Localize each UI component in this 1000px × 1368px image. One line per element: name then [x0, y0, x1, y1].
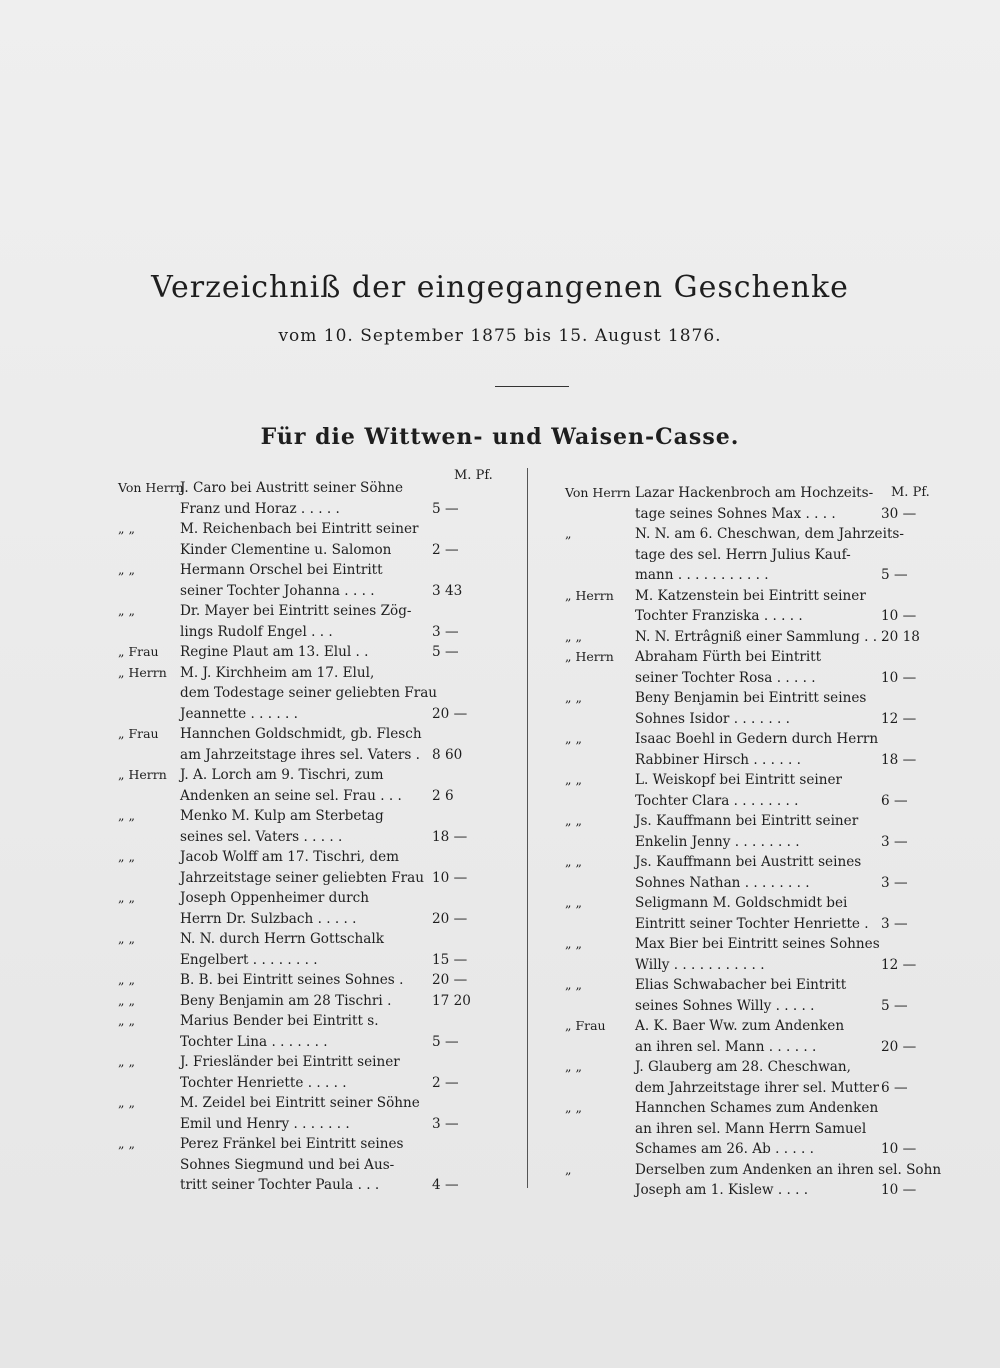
entry-line — [118, 683, 486, 704]
donation-entry — [118, 847, 486, 888]
donation-entry — [565, 729, 937, 770]
entry-line — [565, 1139, 937, 1160]
entry-prefix: „ „ — [118, 1095, 135, 1110]
entry-line — [565, 791, 937, 812]
entry-text: Regine Plaut am 13. Elul . . — [180, 644, 369, 660]
entry-text: Js. Kauffmann bei Austritt seines — [635, 854, 862, 870]
entry-text: Hannchen Goldschmidt, gb. Flesch — [180, 726, 422, 742]
entry-prefix: „ „ — [118, 1054, 135, 1069]
entry-amount: 3 — — [881, 874, 908, 891]
entry-line — [118, 704, 486, 725]
donation-entry — [118, 806, 486, 847]
entry-line — [118, 622, 486, 643]
entry-line — [118, 868, 486, 889]
entry-amount: 15 — — [432, 951, 468, 968]
entry-line — [118, 970, 486, 991]
donation-entry — [565, 893, 937, 934]
entry-line — [565, 1098, 937, 1119]
entry-text: Willy . . . . . . . . . . . — [635, 956, 765, 973]
donation-entry — [565, 1057, 937, 1098]
donation-entry — [118, 478, 486, 519]
entry-line — [118, 1052, 486, 1073]
entry-text: N. N. am 6. Cheschwan, dem Jahrzeits- — [635, 526, 904, 542]
entry-text: Js. Kauffmann bei Eintritt seiner — [635, 813, 859, 829]
donation-entry — [118, 1093, 486, 1134]
entry-text: N. N. Ertrâgniß einer Sammlung . . . — [635, 628, 886, 645]
entry-line — [118, 663, 486, 684]
entry-line — [118, 478, 486, 499]
donation-entry — [118, 1134, 486, 1196]
entry-line — [118, 519, 486, 540]
entry-line — [118, 1114, 486, 1135]
entry-amount: 5 — — [881, 997, 908, 1014]
entry-prefix: „ „ — [565, 895, 582, 910]
entry-line — [565, 1160, 942, 1181]
entry-prefix: „ „ — [565, 813, 582, 828]
donation-entry — [118, 765, 486, 806]
entry-text: Lazar Hackenbroch am Hochzeits- — [635, 485, 874, 501]
entry-prefix: „ „ — [118, 1136, 135, 1151]
entry-text: Joseph am 1. Kislew . . . . — [635, 1182, 809, 1198]
entry-text: M. J. Kirchheim am 17. Elul, — [180, 664, 375, 681]
entry-prefix: „ — [565, 1161, 572, 1177]
entry-text: lings Rudolf Engel . . . — [180, 623, 333, 640]
donation-entry — [565, 1160, 942, 1201]
entry-prefix: „ „ — [118, 931, 135, 946]
donation-entry — [118, 1011, 486, 1052]
entry-line — [565, 483, 937, 504]
entry-line — [118, 1073, 486, 1094]
entry-line — [118, 1175, 486, 1196]
donation-entry — [118, 601, 486, 642]
entry-line — [565, 688, 937, 709]
entry-text: Dr. Mayer bei Eintritt seines Zög- — [180, 603, 412, 619]
entry-text: tage seines Sohnes Max . . . . — [635, 505, 836, 522]
entry-text: Kinder Clementine u. Salomon — [180, 541, 392, 558]
entry-text: an ihren sel. Mann Herrn Samuel — [635, 1120, 867, 1137]
entry-text: B. B. bei Eintritt seines Sohnes . — [180, 972, 404, 988]
entry-line — [565, 586, 937, 607]
entry-amount: 17 20 — [432, 992, 471, 1009]
entry-text: dem Todestage seiner geliebten Frau — [180, 685, 438, 701]
entry-amount: 10 — — [432, 869, 468, 886]
entry-text: N. N. durch Herrn Gottschalk — [180, 931, 384, 947]
left-column-header: M. Pf. — [454, 468, 493, 483]
entry-text: Menko M. Kulp am Sterbetag — [180, 808, 384, 824]
entry-line — [118, 929, 486, 950]
entry-line — [118, 724, 486, 745]
entry-text: seines Sohnes Willy . . . . . — [635, 997, 815, 1014]
donation-entry — [565, 934, 937, 975]
entry-line — [118, 745, 486, 766]
donation-entry — [118, 1052, 486, 1093]
entry-text: an ihren sel. Mann . . . . . . — [635, 1038, 817, 1055]
entry-line — [118, 499, 486, 520]
entry-prefix: „ „ — [118, 890, 135, 905]
entry-amount: 3 — — [432, 1115, 459, 1132]
entry-amount: 18 — — [432, 828, 468, 845]
entry-prefix: „ „ — [565, 690, 582, 705]
entry-line — [118, 888, 486, 909]
entry-amount: 20 — — [881, 1038, 917, 1055]
entry-text: Jacob Wolff am 17. Tischri, dem — [180, 849, 400, 865]
entry-line — [565, 606, 937, 627]
entry-amount: 20 — — [432, 910, 468, 927]
donation-entry — [118, 519, 486, 560]
entry-amount: 5 — — [881, 567, 908, 583]
entry-line — [565, 668, 937, 689]
entry-text: tage des sel. Herrn Julius Kauf- — [635, 546, 851, 563]
entry-amount: 3 — — [881, 915, 908, 932]
donation-entry — [565, 688, 937, 729]
entry-prefix: „ Frau — [118, 726, 159, 741]
entry-line — [565, 729, 937, 750]
donation-entry — [565, 811, 937, 852]
entry-prefix: „ „ — [565, 1059, 582, 1074]
entry-line — [565, 832, 937, 853]
entry-text: Hannchen Schames zum Andenken — [635, 1100, 879, 1116]
entry-text: M. Katzenstein bei Eintritt seiner — [635, 587, 866, 604]
entry-prefix: „ „ — [565, 772, 582, 787]
entry-prefix: „ Herrn — [118, 767, 167, 782]
entry-line — [118, 1155, 486, 1176]
entry-amount: 10 — — [881, 608, 917, 624]
entry-text: Andenken an seine sel. Frau . . . — [180, 787, 402, 804]
entry-prefix: Von Herrn — [565, 485, 631, 500]
entry-line — [565, 914, 937, 935]
entry-line — [565, 750, 937, 771]
left-column — [118, 468, 498, 1196]
entry-line — [565, 1119, 937, 1140]
entry-text: mann . . . . . . . . . . . — [635, 567, 769, 583]
donation-entry — [118, 724, 486, 765]
entry-line — [118, 950, 486, 971]
entry-text: J. Glauberg am 28. Cheschwan, — [635, 1059, 851, 1075]
entry-prefix: „ „ — [118, 849, 135, 864]
entry-text: Isaac Boehl in Gedern durch Herrn — [635, 731, 879, 747]
entry-line — [565, 893, 937, 914]
entry-line — [565, 852, 937, 873]
entry-amount: 18 — — [881, 751, 917, 768]
entry-prefix: „ „ — [565, 977, 582, 992]
entry-text: J. Friesländer bei Eintritt seiner — [180, 1054, 400, 1070]
entry-prefix: „ „ — [565, 936, 582, 951]
donation-entry — [565, 852, 937, 893]
entry-amount: 4 — — [432, 1177, 459, 1193]
right-column-header: M. Pf. — [891, 485, 930, 500]
entry-amount: 30 — — [881, 505, 917, 522]
entry-line — [565, 770, 937, 791]
entry-text: Schames am 26. Ab . . . . . — [635, 1141, 815, 1157]
entry-prefix: „ Herrn — [565, 587, 614, 603]
entry-prefix: „ Herrn — [565, 649, 614, 664]
entry-amount: 6 — — [881, 792, 908, 809]
entry-amount: 10 — — [881, 1182, 917, 1198]
entry-text: Abraham Fürth bei Eintritt — [635, 649, 822, 665]
entry-prefix: „ „ — [118, 972, 135, 987]
entry-line — [565, 504, 937, 525]
entry-prefix: „ Frau — [565, 1018, 606, 1033]
entry-text: Perez Fränkel bei Eintritt seines — [180, 1136, 404, 1152]
entry-prefix: „ „ — [565, 854, 582, 869]
entry-text: Sohnes Siegmund und bei Aus- — [180, 1156, 395, 1173]
entry-amount: 10 — — [881, 1141, 917, 1157]
entry-text: Engelbert . . . . . . . . — [180, 951, 318, 968]
entry-text: Max Bier bei Eintritt seines Sohnes — [635, 936, 880, 952]
entry-prefix: „ „ — [565, 1100, 582, 1115]
entry-text: Beny Benjamin bei Eintritt seines — [635, 690, 867, 706]
entry-text: Eintritt seiner Tochter Henriette . — [635, 915, 869, 932]
entry-prefix: „ „ — [118, 562, 135, 577]
entry-text: Tochter Lina . . . . . . . — [180, 1033, 328, 1050]
entry-line — [118, 642, 486, 663]
entry-line — [118, 1093, 486, 1114]
entry-text: dem Jahrzeitstage ihrer sel. Mutter — [635, 1079, 880, 1096]
entry-line — [565, 627, 937, 648]
entry-text: seines sel. Vaters . . . . . — [180, 828, 343, 845]
entry-line — [565, 545, 937, 566]
entry-line — [565, 811, 937, 832]
donation-entry — [118, 991, 486, 1012]
entry-text: L. Weiskopf bei Eintritt seiner — [635, 772, 843, 788]
entry-line — [565, 975, 937, 996]
entry-line — [118, 847, 486, 868]
entry-line — [118, 1032, 486, 1053]
donation-entry — [118, 663, 486, 725]
entry-prefix: „ „ — [565, 731, 582, 746]
entry-line — [118, 765, 486, 786]
donation-entry — [565, 647, 937, 688]
entry-text: A. K. Baer Ww. zum Andenken — [635, 1018, 845, 1034]
donation-entry — [565, 975, 937, 1016]
entry-amount: 5 — — [432, 644, 459, 660]
donation-entry — [118, 929, 486, 970]
entry-amount: 2 — — [432, 1074, 459, 1091]
entry-text: Tochter Clara . . . . . . . . — [635, 792, 799, 809]
donation-entry — [565, 586, 937, 627]
donation-entry — [118, 560, 486, 601]
entry-line — [118, 1134, 486, 1155]
entry-text: Hermann Orschel bei Eintritt — [180, 562, 383, 578]
entry-line — [118, 827, 486, 848]
entry-line — [565, 996, 937, 1017]
entry-prefix: Von Herrn — [118, 480, 184, 495]
donation-entry — [118, 888, 486, 929]
entry-text: Rabbiner Hirsch . . . . . . — [635, 751, 801, 768]
donation-entry — [565, 627, 937, 648]
page-title: Verzeichniß der eingegangenen Geschenke — [151, 270, 849, 305]
entry-text: tritt seiner Tochter Paula . . . — [180, 1177, 380, 1193]
entry-text: Seligmann M. Goldschmidt bei — [635, 895, 848, 911]
entry-line — [118, 540, 486, 561]
entry-text: am Jahrzeitstage ihres sel. Vaters . — [180, 746, 421, 763]
entry-prefix: „ „ — [118, 992, 135, 1008]
entry-amount: 2 6 — [432, 787, 454, 804]
entry-line — [565, 1037, 937, 1058]
entry-prefix: „ „ — [118, 808, 135, 823]
donation-entry — [118, 642, 486, 663]
donation-entry — [565, 1016, 937, 1057]
donation-entry — [565, 524, 937, 586]
entry-line — [565, 647, 937, 668]
entry-line — [565, 873, 937, 894]
entry-text: J. Caro bei Austritt seiner Söhne — [180, 480, 404, 496]
donation-entry — [565, 483, 937, 524]
entry-text: M. Reichenbach bei Eintritt seiner — [180, 521, 419, 537]
entry-amount: 10 — — [881, 669, 917, 686]
donation-entry — [565, 770, 937, 811]
entry-amount: 20 — — [432, 972, 468, 988]
entry-amount: 12 — — [881, 710, 917, 727]
entry-text: seiner Tochter Johanna . . . . — [180, 582, 375, 599]
entry-text: Herrn Dr. Sulzbach . . . . . — [180, 910, 357, 927]
entry-text: Elias Schwabacher bei Eintritt — [635, 977, 847, 993]
date-range-subtitle: vom 10. September 1875 bis 15. August 1876. — [278, 326, 722, 346]
entry-prefix: „ — [565, 526, 572, 541]
entry-line — [565, 1078, 937, 1099]
entry-text: Jeannette . . . . . . — [180, 705, 298, 722]
entry-line — [565, 934, 937, 955]
entry-amount: 5 — — [432, 500, 459, 517]
entry-text: Emil und Henry . . . . . . . — [180, 1115, 350, 1132]
entry-amount: 6 — — [881, 1079, 908, 1096]
donation-entry — [118, 970, 486, 991]
entry-text: seiner Tochter Rosa . . . . . — [635, 669, 816, 686]
right-column — [565, 483, 942, 1201]
entry-prefix: „ Frau — [118, 644, 159, 659]
entry-text: Franz und Horaz . . . . . — [180, 500, 340, 517]
entry-amount: 8 60 — [432, 746, 463, 763]
entry-amount: 12 — — [881, 956, 917, 973]
donation-entry — [565, 1098, 937, 1160]
entry-line — [565, 524, 937, 545]
section-heading: Für die Wittwen- und Waisen-Casse. — [260, 424, 740, 450]
entry-line — [118, 581, 486, 602]
entry-prefix: „ „ — [118, 603, 135, 618]
column-divider — [527, 468, 528, 1188]
entry-amount: 3 — — [432, 623, 459, 640]
entry-amount: 20 — — [432, 705, 468, 722]
entry-prefix: „ „ — [118, 521, 135, 536]
entry-line — [565, 1057, 937, 1078]
entry-text: Sohnes Isidor . . . . . . . — [635, 710, 790, 727]
entry-prefix: „ „ — [118, 1013, 135, 1028]
entry-line — [565, 1016, 937, 1037]
entry-line — [565, 709, 937, 730]
entry-line — [118, 909, 486, 930]
entry-line — [565, 955, 937, 976]
entry-amount: 2 — — [432, 541, 459, 558]
entry-amount: 3 — — [881, 833, 908, 850]
entry-text: Joseph Oppenheimer durch — [180, 890, 370, 906]
entry-text: Tochter Henriette . . . . . — [180, 1074, 347, 1091]
entry-amount: 20 18 — [881, 628, 920, 645]
entry-text: J. A. Lorch am 9. Tischri, zum — [180, 767, 384, 783]
entry-line — [565, 565, 937, 586]
entry-text: Derselben zum Andenken an ihren sel. Sohn — [635, 1161, 942, 1178]
entry-line — [565, 1180, 937, 1201]
entry-line — [118, 806, 486, 827]
entry-line — [118, 560, 486, 581]
entry-line — [118, 1011, 486, 1032]
entry-prefix: „ „ — [565, 628, 582, 644]
entry-line — [118, 991, 486, 1012]
entry-line — [118, 786, 486, 807]
entry-amount: 3 43 — [432, 582, 463, 599]
entry-text: Beny Benjamin am 28 Tischri . — [180, 992, 392, 1009]
entry-text: Enkelin Jenny . . . . . . . . — [635, 833, 800, 850]
divider-rule — [495, 386, 569, 387]
entry-text: Jahrzeitstage seiner geliebten Frau — [180, 869, 424, 886]
entry-prefix: „ Herrn — [118, 664, 167, 680]
entry-text: M. Zeidel bei Eintritt seiner Söhne — [180, 1095, 420, 1111]
entry-text: Marius Bender bei Eintritt s. — [180, 1013, 379, 1029]
entry-text: Sohnes Nathan . . . . . . . . — [635, 874, 810, 891]
entry-text: Tochter Franziska . . . . . — [635, 608, 803, 624]
entry-amount: 5 — — [432, 1033, 459, 1050]
entry-line — [118, 601, 486, 622]
